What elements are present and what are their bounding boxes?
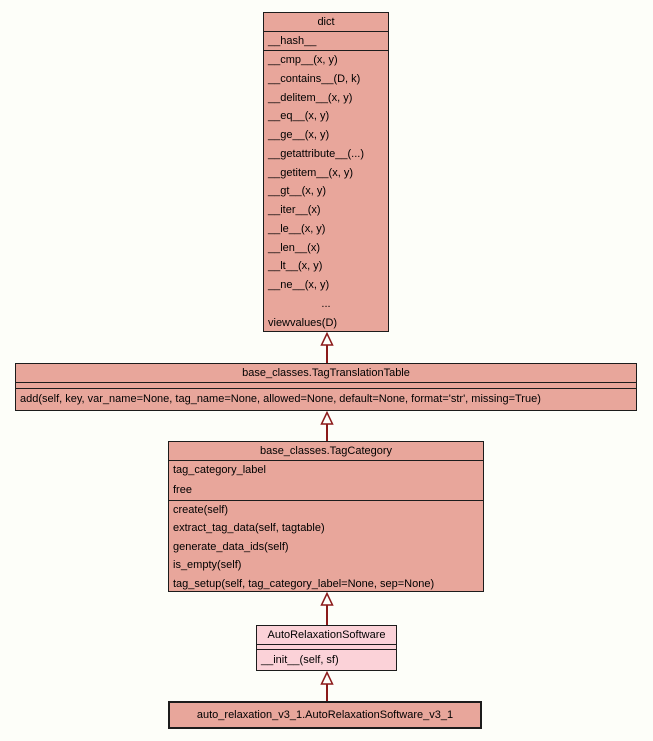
- class-title-tag-translation-table: base_classes.TagTranslationTable: [16, 364, 636, 383]
- member-row: __len__(x): [268, 241, 320, 254]
- member-row: extract_tag_data(self, tagtable): [173, 522, 325, 535]
- inheritance-arrow-ars-to-tagcategory: [319, 592, 335, 625]
- class-box-tag-translation-table: [15, 363, 637, 411]
- class-title-tag-category: base_classes.TagCategory: [169, 442, 483, 461]
- inheritance-arrow-ttt-to-dict: [319, 332, 335, 363]
- member-row: __lt__(x, y): [268, 260, 323, 273]
- member-row: free: [173, 483, 192, 496]
- member-row: __getitem__(x, y): [268, 166, 353, 179]
- member-row: __ge__(x, y): [268, 129, 330, 141]
- member-row: tag_setup(self, tag_category_label=None, sep=None): [173, 577, 435, 590]
- inheritance-arrow-tagcategory-to-ttt: [319, 411, 335, 441]
- inheritance-arrow-v31-to-ars: [319, 671, 335, 701]
- member-row: __iter__(x): [268, 204, 321, 216]
- class-box-auto-relaxation-v3-1: [168, 701, 482, 729]
- class-box-auto-relaxation-software: [256, 625, 397, 671]
- member-row: is_empty(self): [173, 559, 242, 572]
- class-box-dict: [263, 12, 389, 332]
- member-row: __cmp__(x, y): [268, 54, 338, 66]
- member-row: __init__(self, sf): [261, 654, 339, 666]
- class-methods-tag-category: [169, 501, 483, 593]
- class-methods-dict: [264, 51, 388, 332]
- member-row: __eq__(x, y): [268, 110, 330, 123]
- class-methods-tag-translation-table: [16, 389, 636, 409]
- member-row: create(self): [173, 504, 229, 516]
- member-row: ...: [321, 297, 331, 310]
- member-row: viewvalues(D): [268, 316, 338, 329]
- class-attributes-dict: [264, 32, 388, 51]
- class-title-auto-relaxation-v3-1: auto_relaxation_v3_1.AutoRelaxationSoftware_v3_1: [196, 709, 454, 721]
- member-row: add(self, key, var_name=None, tag_name=None, allowed=None, default=None, format='str', missing=True): [20, 393, 541, 405]
- member-row: __gt__(x, y): [268, 185, 327, 198]
- member-row: generate_data_ids(self): [173, 540, 289, 553]
- member-row: __ne__(x, y): [268, 279, 330, 291]
- member-row: tag_category_label: [173, 464, 266, 476]
- class-methods-auto-relaxation-software: [257, 650, 396, 670]
- member-row: __contains__(D, k): [268, 72, 361, 85]
- class-box-tag-category: [168, 441, 484, 592]
- member-row: __le__(x, y): [268, 222, 326, 235]
- member-row: __getattribute__(...): [268, 147, 365, 160]
- class-title-auto-relaxation-software: AutoRelaxationSoftware: [257, 626, 396, 645]
- class-attributes-tag-category: [169, 461, 483, 501]
- class-title-dict: dict: [264, 13, 388, 32]
- member-row: __delitem__(x, y): [268, 91, 353, 104]
- member-row: __hash__: [268, 35, 317, 47]
